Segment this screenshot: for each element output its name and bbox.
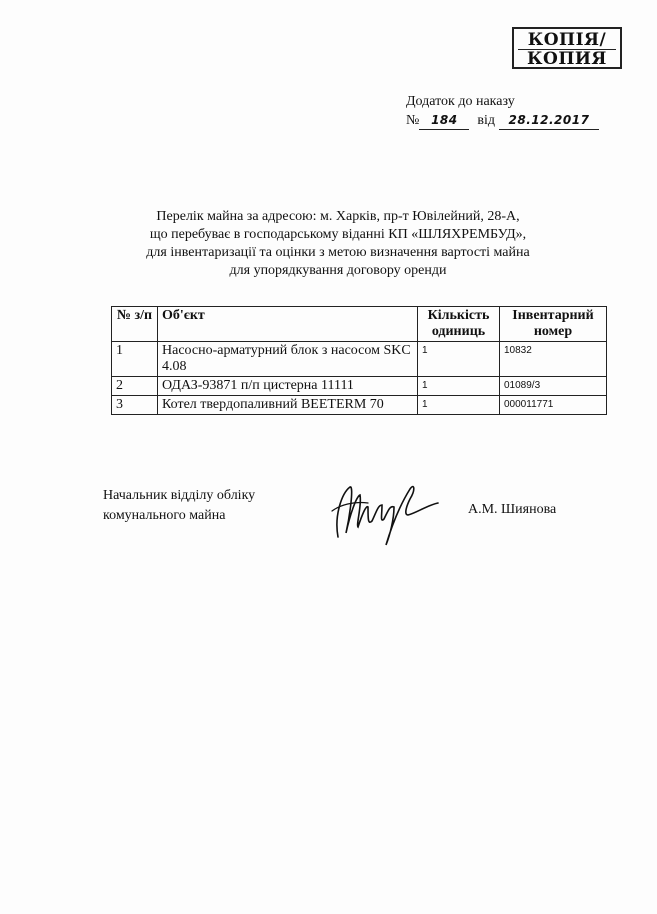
table-row (112, 342, 607, 377)
header-number: № з/п (112, 307, 158, 342)
cell-number: 1 (112, 342, 158, 377)
cell-object: Насосно-арматурний блок з насосом SKC 4.08 (158, 342, 418, 377)
copy-stamp (512, 27, 622, 69)
cell-number: 2 (112, 377, 158, 396)
stamp-line-1: КОПІЯ/ (527, 30, 607, 50)
handwritten-signature (320, 475, 450, 550)
appendix-reference (406, 93, 599, 130)
cell-number: 3 (112, 396, 158, 415)
document-title (96, 208, 580, 280)
cell-inventory-number: 000011771 (500, 396, 607, 415)
title-line: для інвентаризації та оцінки з метою визначення вартості майна (146, 245, 530, 260)
position-line: Начальник відділу обліку (103, 488, 256, 503)
title-line: Перелік майна за адресою: м. Харків, пр-т Ювілейний, 28-А, (156, 209, 520, 224)
cell-inventory-number: 10832 (500, 342, 607, 377)
table-row (112, 396, 607, 415)
order-date: 28.12.2017 (499, 111, 599, 130)
cell-object: Котел твердопаливний BEETERM 70 (158, 396, 418, 415)
header-object: Об'єкт (158, 307, 418, 342)
signatory-position (103, 486, 255, 526)
cell-quantity: 1 (418, 342, 500, 377)
property-table (111, 306, 607, 415)
cell-quantity: 1 (418, 396, 500, 415)
stamp-line-2: КОПИЯ (518, 49, 616, 68)
cell-inventory-number: 01089/3 (500, 377, 607, 396)
number-prefix: № (406, 113, 420, 128)
signatory-name: А.М. Шиянова (468, 502, 557, 517)
position-line: комунального майна (103, 508, 226, 523)
date-prefix: від (477, 113, 495, 128)
header-inventory-number: Інвентарний номер (500, 307, 607, 342)
table-row (112, 377, 607, 396)
appendix-label: Додаток до наказу (406, 94, 515, 109)
order-number: 184 (419, 111, 469, 130)
cell-quantity: 1 (418, 377, 500, 396)
cell-object: ОДАЗ-93871 п/п цистерна 11111 (158, 377, 418, 396)
table-header-row (112, 307, 607, 342)
header-quantity: Кількість одиниць (418, 307, 500, 342)
title-line: що перебуває в господарському віданні КП «ШЛЯХРЕМБУД», (149, 227, 527, 242)
title-line: для упорядкування договору оренди (229, 263, 447, 278)
